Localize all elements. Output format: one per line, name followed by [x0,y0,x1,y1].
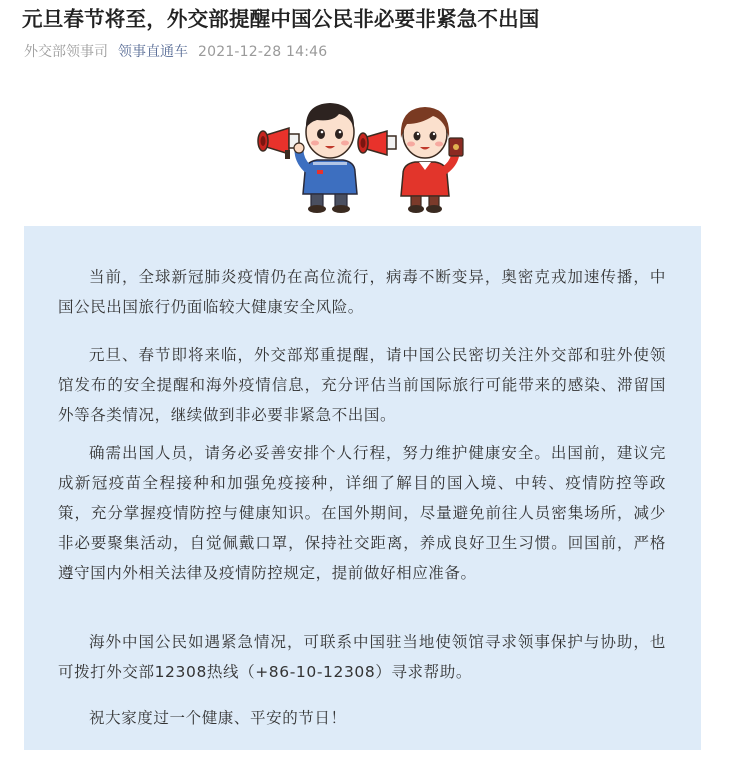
notice-paragraph: 当前，全球新冠肺炎疫情仍在高位流行，病毒不断变异，奥密克戎加速传播，中国公民出国旅行仍面临较大健康安全风险。 [58,268,666,316]
account-name-link[interactable]: 领事直通车 [118,44,188,60]
notice-box [24,226,701,750]
illustration [255,98,481,214]
notice-paragraph: 确需出国人员，请务必妥善安排个人行程，努力维护健康安全。出国前，建议完成新冠疫苗全程接种和加强免疫接种，详细了解目的国入境、中转、疫情防控等政策，充分掌握疫情防控与健康知识。在国外期间，尽量避免前往人员密集场所，减少非必要聚集活动，自觉佩戴口罩，保持社交距离，养成良好卫生习惯。回国前，严格遵守国内外相关法律及疫情防控规定，提前做好相应准备。 [58,444,666,582]
boy-megaphone-icon [258,103,357,213]
notice-paragraph: 海外中国公民如遇紧急情况，可联系中国驻当地使领馆寻求领事保护与协助，也可拨打外交部12308热线（+86-10-12308）寻求帮助。 [58,633,666,681]
article-meta [24,42,327,62]
publish-time: 2021-12-28 14:46 [198,44,328,60]
girl-megaphone-icon [358,107,463,213]
article-title: 元旦春节将至，外交部提醒中国公民非必要非紧急不出国 [22,7,540,31]
author-name: 外交部领事司 [24,44,108,60]
notice-paragraph: 元旦、春节即将来临，外交部郑重提醒，请中国公民密切关注外交部和驻外使领馆发布的安全提醒和海外疫情信息，充分评估当前国际旅行可能带来的感染、滞留国外等各类情况，继续做到非必要非紧急不出国。 [58,346,666,424]
notice-paragraph: 祝大家度过一个健康、平安的节日！ [89,709,347,727]
